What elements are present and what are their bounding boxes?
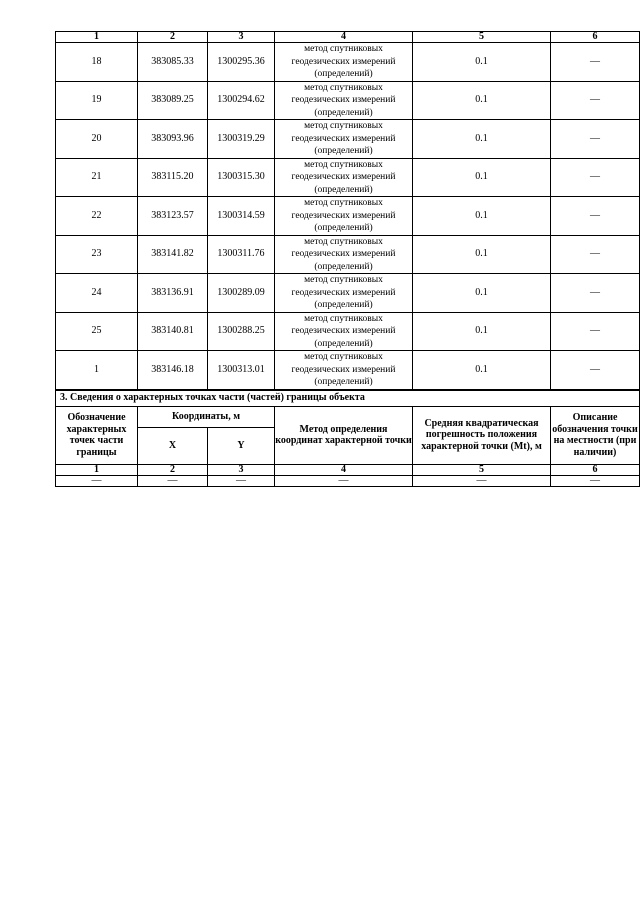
method-line: геодезических измерений bbox=[291, 210, 396, 221]
x-coordinate-cell: 383140.81 bbox=[138, 312, 208, 351]
col-number: 3 bbox=[208, 464, 275, 475]
method-cell bbox=[275, 274, 413, 313]
description-cell: — bbox=[551, 274, 640, 313]
table-row bbox=[56, 120, 640, 159]
coordinates-sheet bbox=[55, 31, 638, 487]
description-cell: — bbox=[551, 43, 640, 82]
table-row bbox=[56, 81, 640, 120]
method-line: геодезических измерений bbox=[291, 287, 396, 298]
mt-cell: 0.1 bbox=[413, 312, 551, 351]
mt-cell: 0.1 bbox=[413, 274, 551, 313]
empty-cell: — bbox=[56, 475, 138, 486]
table-row bbox=[56, 351, 640, 390]
header-description: Описание обозначения точки на местности (при наличии) bbox=[551, 406, 640, 464]
table-row bbox=[56, 197, 640, 236]
x-coordinate-cell: 383093.96 bbox=[138, 120, 208, 159]
point-id-cell: 20 bbox=[56, 120, 138, 159]
method-line: (определений) bbox=[314, 377, 373, 387]
y-coordinate-cell: 1300289.09 bbox=[208, 274, 275, 313]
column-number-row bbox=[56, 32, 640, 43]
method-line: метод спутниковых bbox=[304, 44, 383, 54]
header-x: X bbox=[138, 427, 208, 464]
section-3-title-row bbox=[56, 390, 640, 407]
header-coordinates: Координаты, м bbox=[138, 406, 275, 427]
method-cell bbox=[275, 351, 413, 390]
mt-cell: 0.1 bbox=[413, 351, 551, 390]
point-id-cell: 24 bbox=[56, 274, 138, 313]
method-line: (определений) bbox=[314, 184, 373, 195]
mt-cell: 0.1 bbox=[413, 158, 551, 197]
col-number: 4 bbox=[275, 32, 413, 43]
description-cell: — bbox=[551, 158, 640, 197]
method-line: (определений) bbox=[314, 69, 373, 79]
method-line: геодезических измерений bbox=[291, 249, 396, 259]
section-3-header-row bbox=[56, 406, 640, 427]
x-coordinate-cell: 383141.82 bbox=[138, 235, 208, 274]
header-point: Обозначение характерных точек части границы bbox=[56, 406, 138, 464]
table-row bbox=[56, 235, 640, 274]
description-cell: — bbox=[551, 81, 640, 120]
description-cell: — bbox=[551, 197, 640, 236]
empty-cell: — bbox=[275, 475, 413, 486]
method-cell bbox=[275, 158, 413, 197]
point-id-cell: 21 bbox=[56, 158, 138, 197]
method-line: геодезических измерений bbox=[291, 364, 396, 375]
col-number: 2 bbox=[138, 464, 208, 475]
y-coordinate-cell: 1300311.76 bbox=[208, 235, 275, 274]
y-coordinate-cell: 1300314.59 bbox=[208, 197, 275, 236]
method-line: метод спутниковых bbox=[304, 159, 383, 170]
method-line: метод спутниковых bbox=[304, 121, 383, 131]
x-coordinate-cell: 383136.91 bbox=[138, 274, 208, 313]
method-line: метод спутниковых bbox=[304, 313, 383, 324]
point-id-cell: 22 bbox=[56, 197, 138, 236]
table-row bbox=[56, 274, 640, 313]
method-line: геодезических измерений bbox=[291, 172, 396, 182]
method-line: (определений) bbox=[314, 146, 373, 156]
method-cell bbox=[275, 312, 413, 351]
method-line: метод спутниковых bbox=[304, 236, 383, 247]
mt-cell: 0.1 bbox=[413, 43, 551, 82]
method-line: метод спутниковых bbox=[304, 82, 383, 93]
col-number: 1 bbox=[56, 464, 138, 475]
x-coordinate-cell: 383123.57 bbox=[138, 197, 208, 236]
description-cell: — bbox=[551, 351, 640, 390]
method-line: (определений) bbox=[314, 223, 373, 233]
x-coordinate-cell: 383089.25 bbox=[138, 81, 208, 120]
empty-cell: — bbox=[551, 475, 640, 486]
y-coordinate-cell: 1300313.01 bbox=[208, 351, 275, 390]
col-number: 1 bbox=[56, 32, 138, 43]
method-line: геодезических измерений bbox=[291, 326, 396, 336]
method-line: метод спутниковых bbox=[304, 198, 383, 208]
method-line: метод спутниковых bbox=[304, 352, 383, 362]
empty-cell: — bbox=[138, 475, 208, 486]
mt-cell: 0.1 bbox=[413, 235, 551, 274]
col-number: 2 bbox=[138, 32, 208, 43]
point-id-cell: 23 bbox=[56, 235, 138, 274]
method-line: (определений) bbox=[314, 261, 373, 272]
empty-cell: — bbox=[208, 475, 275, 486]
y-coordinate-cell: 1300288.25 bbox=[208, 312, 275, 351]
y-coordinate-cell: 1300294.62 bbox=[208, 81, 275, 120]
table-row bbox=[56, 158, 640, 197]
col-number: 6 bbox=[551, 464, 640, 475]
col-number: 3 bbox=[208, 32, 275, 43]
point-id-cell: 18 bbox=[56, 43, 138, 82]
col-number: 5 bbox=[413, 464, 551, 475]
col-number: 4 bbox=[275, 464, 413, 475]
method-cell bbox=[275, 81, 413, 120]
method-cell bbox=[275, 43, 413, 82]
col-number: 5 bbox=[413, 32, 551, 43]
method-line: метод спутниковых bbox=[304, 275, 383, 285]
x-coordinate-cell: 383085.33 bbox=[138, 43, 208, 82]
x-coordinate-cell: 383146.18 bbox=[138, 351, 208, 390]
x-coordinate-cell: 383115.20 bbox=[138, 158, 208, 197]
table-row bbox=[56, 312, 640, 351]
method-cell bbox=[275, 120, 413, 159]
section-3-column-number-row bbox=[56, 464, 640, 475]
method-line: (определений) bbox=[314, 300, 373, 310]
y-coordinate-cell: 1300319.29 bbox=[208, 120, 275, 159]
table-row bbox=[56, 43, 640, 82]
header-y: Y bbox=[208, 427, 275, 464]
mt-cell: 0.1 bbox=[413, 197, 551, 236]
empty-cell: — bbox=[413, 475, 551, 486]
y-coordinate-cell: 1300295.36 bbox=[208, 43, 275, 82]
header-method: Метод определения координат характерной точки bbox=[275, 406, 413, 464]
method-line: геодезических измерений bbox=[291, 133, 396, 144]
method-cell bbox=[275, 197, 413, 236]
section-3-empty-row bbox=[56, 475, 640, 486]
y-coordinate-cell: 1300315.30 bbox=[208, 158, 275, 197]
description-cell: — bbox=[551, 235, 640, 274]
method-line: (определений) bbox=[314, 107, 373, 118]
method-line: геодезических измерений bbox=[291, 95, 396, 105]
points-table bbox=[55, 31, 640, 487]
col-number: 6 bbox=[551, 32, 640, 43]
mt-cell: 0.1 bbox=[413, 81, 551, 120]
method-cell bbox=[275, 235, 413, 274]
description-cell: — bbox=[551, 312, 640, 351]
header-mt: Средняя квадратическая погрешность положения характерной точки (Мt), м bbox=[413, 406, 551, 464]
method-line: (определений) bbox=[314, 338, 373, 349]
method-line: геодезических измерений bbox=[291, 56, 396, 67]
point-id-cell: 19 bbox=[56, 81, 138, 120]
point-id-cell: 25 bbox=[56, 312, 138, 351]
section-3-title: 3. Сведения о характерных точках части (частей) границы объекта bbox=[56, 390, 640, 407]
description-cell: — bbox=[551, 120, 640, 159]
mt-cell: 0.1 bbox=[413, 120, 551, 159]
point-id-cell: 1 bbox=[56, 351, 138, 390]
